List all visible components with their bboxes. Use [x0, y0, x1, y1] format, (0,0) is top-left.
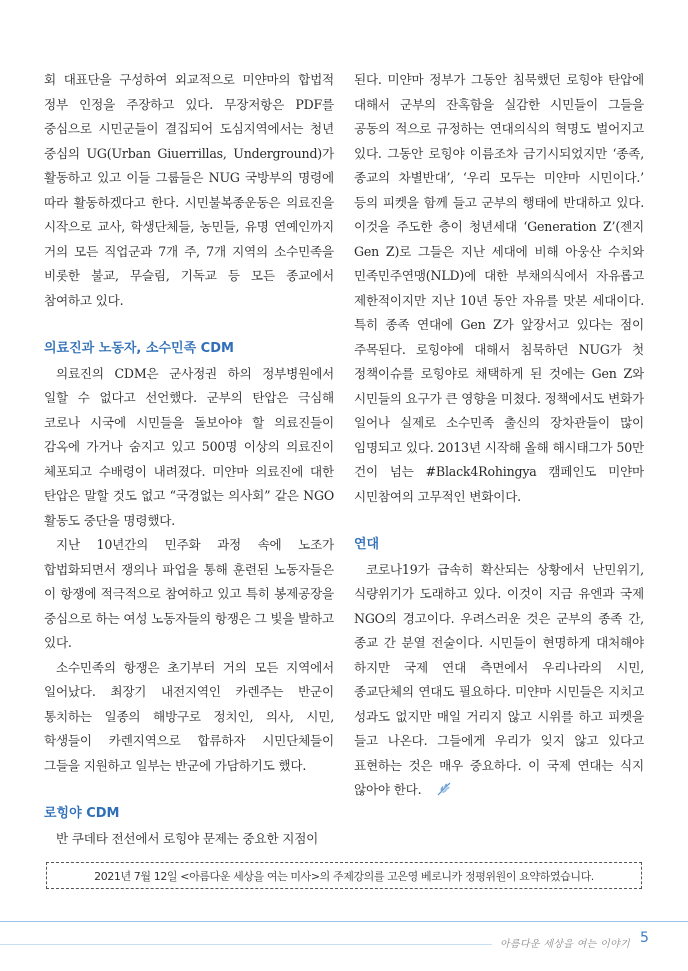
footer-divider	[0, 921, 688, 922]
body-paragraph: 된다. 미얀마 정부가 그동안 침묵했던 로힝야 탄압에 대해서 군부의 잔혹함을 실감한 시민들이 그들을 공동의 적으로 규정하는 연대의식의 혁명도 벌어지고 있다. 그동안 로힝야 이름조차 금기시되었지만 ‘종족, 종교의 차별반대’, ‘우리 모두는 미얀마 시민이다.’ 등의 피켓을 함께 들고 군부의 행태에 반대하고 있다. 이것을 주도한 층이 청년세대 ‘Generation Z’(젠지 Gen Z)로 그들은 지난 세대에 비해 아웅산 수치와 민족민주연맹(NLD)에 대한 부채의식에서 자유롭고 제한적이지만 지난 10년 동안 자유를 맛본 세대이다. 특히 종족 연대에 Gen Z가 앞장서고 있다는 점이 주목된다. 로힝야에 대해서 침묵하던 NUG가 첫 정책이슈를 로힝야로 채택하게 된 것에는 Gen Z와 시민들의 요구가 큰 영향을 미쳤다. 정책에서도 변화가 일어나 실제로 소수민족 출신의 장차관들이 많이 임명되고 있다. 2013년 시작해 올해 해시태그가 50만 건이 넘는 #Black4Rohingya 캠페인도 미얀마 시민참여의 고무적인 변화이다.	[354, 72, 644, 504]
page-number: 5	[640, 930, 649, 946]
body-paragraph: 반 쿠데타 전선에서 로힝야 문제는 중요한 지점이	[56, 830, 319, 846]
final-paragraph-text: 코로나19가 급속히 확산되는 상황에서 난민위기, 식량위기가 도래하고 있다. 이것이 지금 유엔과 국제 NGO의 경고이다. 우려스러운 것은 군부의 종족 간, 종교 간 분열 전술이다. 시민들이 현명하게 대처해야 하지만 국제 연대 측면에서 우리나라의 시민, 종교단체의 연대도 필요하다. 미얀마 시민들은 지치고 성과도 없지만 매일 거리지 않고 시위를 하고 피켓을 들고 나온다. 그들에게 우리가 잊지 않고 있다고 표현하는 것은 매우 중요하다. 이 국제 연대는 식지 않아야 한다.	[354, 561, 644, 797]
body-paragraph: 지난 10년간의 민주화 과정 속에 노조가 합법화되면서 쟁의나 파업을 통해 훈련된 노동자들은 이 항쟁에 적극적으로 참여하고 있고 특히 봉제공장을 중심으로 하는 여성 노동자들의 항쟁은 그 빛을 발하고 있다.	[44, 537, 334, 650]
section-heading-solidarity: 연대	[354, 537, 380, 552]
section-heading-medical-labor-minority: 의료진과 노동자, 소수민족 CDM	[44, 341, 234, 356]
leaf-end-mark-icon	[424, 781, 440, 797]
left-column	[44, 68, 334, 851]
body-paragraph: 의료진의 CDM은 군사정권 하의 정부병원에서 일할 수 없다고 선언했다. 군부의 탄압은 극심해 코로나 시국에 시민들을 돌보아야 할 의료진들이 감옥에 가거나 숨지고 있고 500명 이상의 의료진이 체포되고 수배령이 내려졌다. 미얀마 의료진에 대한 탄압은 말할 것도 없고 “국경없는 의사회” 같은 NGO 활동도 중단을 명령했다.	[44, 365, 334, 528]
summary-note-box: 2021년 7월 12일 <아름다운 세상을 여는 미사>의 주제강의를 고은영 베로니카 정평위원이 요약하였습니다.	[46, 862, 642, 889]
footer-underline	[0, 944, 492, 945]
footer-brand-title: 아름다운 세상을 여는 이야기	[500, 939, 630, 950]
body-paragraph: 소수민족의 항쟁은 초기부터 거의 모든 지역에서 일어났다. 최장기 내전지역인 카렌주는 반군이 통치하는 일종의 해방구로 정치인, 의사, 시민, 학생들이 카렌지역으로 합류하자 시민단체들이 그들을 지원하고 일부는 반군에 가담하기도 했다.	[44, 659, 334, 773]
right-column	[354, 68, 644, 803]
section-heading-rohingya: 로힝야 CDM	[44, 806, 120, 821]
body-paragraph: 회 대표단을 구성하여 외교적으로 미얀마의 합법적 정부 인정을 주장하고 있다. 무장저항은 PDF를 중심으로 시민군들이 결집되어 도심지역에서는 청년 중심의 UG(Urban Giuerrillas, Underground)가 활동하고 있고 이들 그룹들은 NUG 국방부의 명령에 따라 활동하겠다고 한다. 시민불복종운동은 의료진을 시작으로 교사, 학생단체들, 농민들, 유명 연예인까지 거의 모든 직업군과 7개 주, 7개 지역의 소수민족을 비롯한 불교, 무슬림, 기독교 등 모든 종교에서 참여하고 있다.	[44, 72, 334, 308]
body-paragraph-final	[354, 558, 644, 803]
